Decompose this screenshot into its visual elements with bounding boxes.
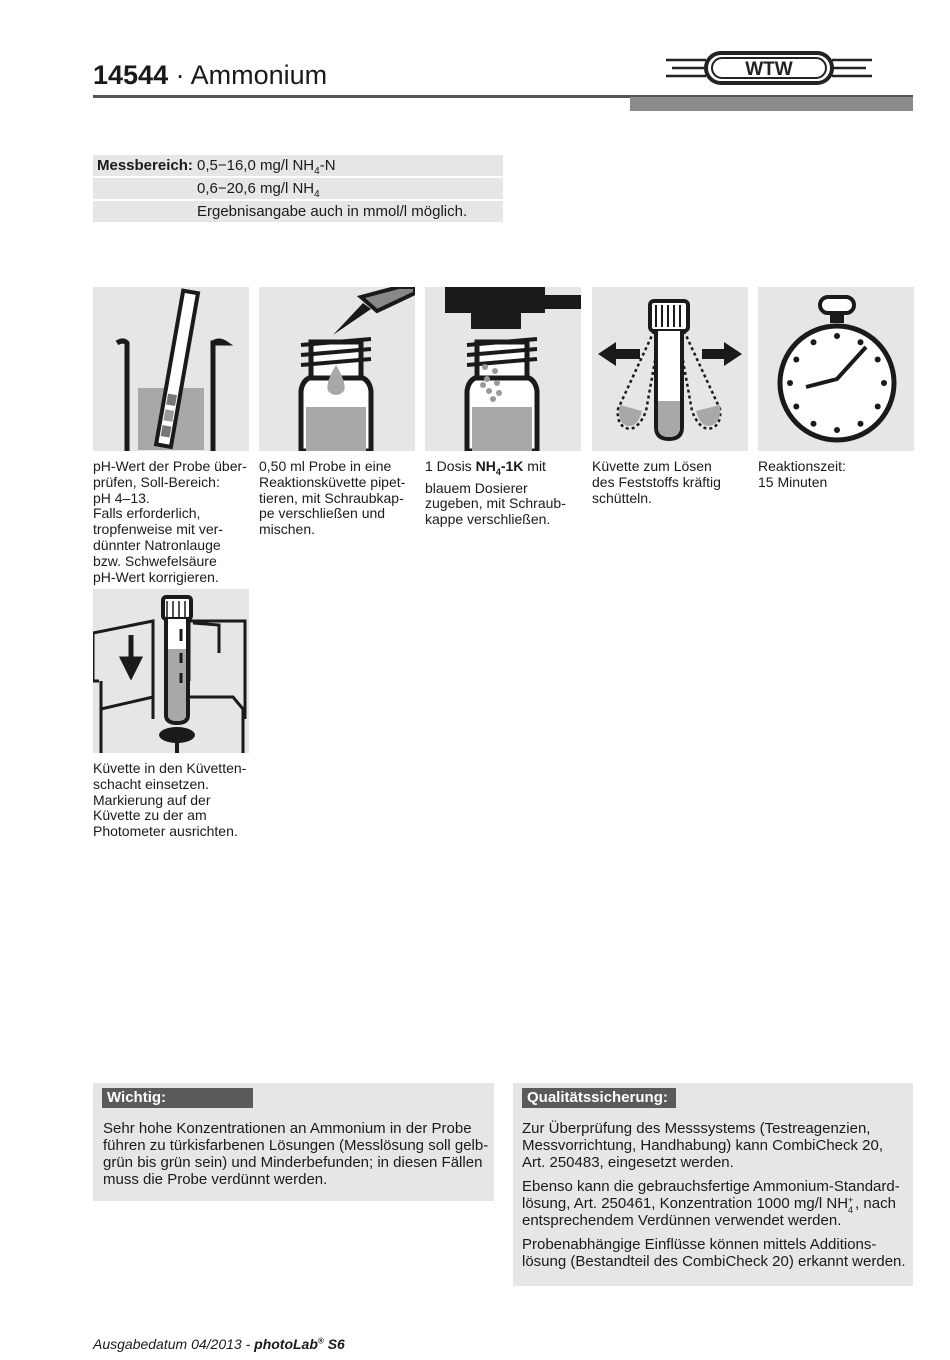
svg-text:WTW: WTW [745, 59, 793, 80]
range-row [93, 178, 503, 199]
step-2-illustration [259, 287, 415, 451]
step-3-illustration [425, 287, 581, 451]
method-name: Ammonium [190, 60, 328, 90]
step-6-caption: Küvette in den Küvetten- schacht einsetzen. Markierung auf der Küvette zu der am Photometer ausrichten. [93, 760, 247, 840]
dosing-cap-icon [425, 287, 581, 451]
measuring-range-table [93, 155, 503, 224]
step-6-illustration [93, 589, 249, 753]
step-2-caption: 0,50 ml Probe in eine Reaktionsküvette pipet- tieren, mit Schraubkap- pe verschließen und mischen. [259, 458, 406, 538]
range-row [93, 155, 503, 176]
page-title [93, 60, 327, 91]
issue-date: Ausgabedatum 04/2013 [93, 1336, 242, 1352]
title-separator: · [175, 60, 185, 90]
step-5-illustration [758, 287, 914, 451]
ph-test-strip-icon [93, 287, 249, 451]
footer-dash: - [245, 1336, 251, 1352]
range-label: Messbereich: [97, 157, 193, 174]
method-number: 14544 [93, 60, 169, 90]
range-value-2: 0,6−20,6 mg/l $NH_4$ [197, 180, 320, 200]
shake-cuvette-icon [592, 287, 748, 451]
important-box [93, 1083, 494, 1201]
footer [93, 1336, 345, 1352]
step-4-caption: Küvette zum Lösen des Feststoffs kräftig schütteln. [592, 458, 721, 506]
range-value-1: 0,5−16,0 mg/l $NH_4-N$ [197, 157, 336, 177]
step-4-illustration [592, 287, 748, 451]
quality-box [513, 1083, 913, 1286]
quality-para2-line2: lösung, Art. 250461, Konzentration 1000 mg/l NH + 4 , nach [522, 1195, 896, 1215]
wtw-logo [664, 50, 874, 86]
stopwatch-icon [758, 287, 914, 451]
range-row [93, 201, 503, 222]
step-1-illustration [93, 287, 249, 451]
header-accent-bar [630, 97, 913, 111]
important-text: Sehr hohe Konzentrationen an Ammonium in der Probe führen zu türkisfarbenen Lösungen (Messlösung soll gelb- grün bis grün sein) und Minderbefunden; in diesen Fällen muss die Probe verdünnt werden. [103, 1120, 489, 1188]
range-note: Ergebnisangabe auch in mmol/l möglich. [197, 203, 468, 220]
quality-heading: Qualitätssicherung: [522, 1088, 676, 1108]
product-name: photoLab® S6 [254, 1336, 345, 1352]
pipette-cuvette-icon [259, 287, 415, 451]
quality-text: Zur Überprüfung des Messsystems (Testreagenzien, Messvorrichtung, Handhabung) kann CombiCheck 20, Art. 250483, eingesetzt werden. Ebenso kann die gebrauchsfertige Ammonium-Standard- lösung, Art. 250461, Konzentration 1000 mg/l NH + 4 , nach entsprechendem Verdünnen verwendet werden. Probenabhängige Einflüsse können mittels Additions- lösung (Bestandteil des CombiCheck 20) erkannt werden. [522, 1120, 913, 1270]
step-3-caption-line1: 1 Dosis $NH_4-1K$ mit [425, 458, 546, 477]
step-3-caption: 1 Dosis $NH_4-1K$ mit blauem Dosierer zugeben, mit Schraub- kappe verschließen. [425, 459, 587, 528]
insert-cuvette-icon [93, 589, 249, 753]
step-1-caption: pH-Wert der Probe über- prüfen, Soll-Bereich: pH 4–13. Falls erforderlich, tropfenweise mit ver- dünnter Natronlauge bzw. Schwefelsäure pH-Wert korrigieren. [93, 458, 247, 585]
step-5-caption: Reaktionszeit: 15 Minuten [758, 458, 846, 490]
important-heading: Wichtig: [102, 1088, 253, 1108]
